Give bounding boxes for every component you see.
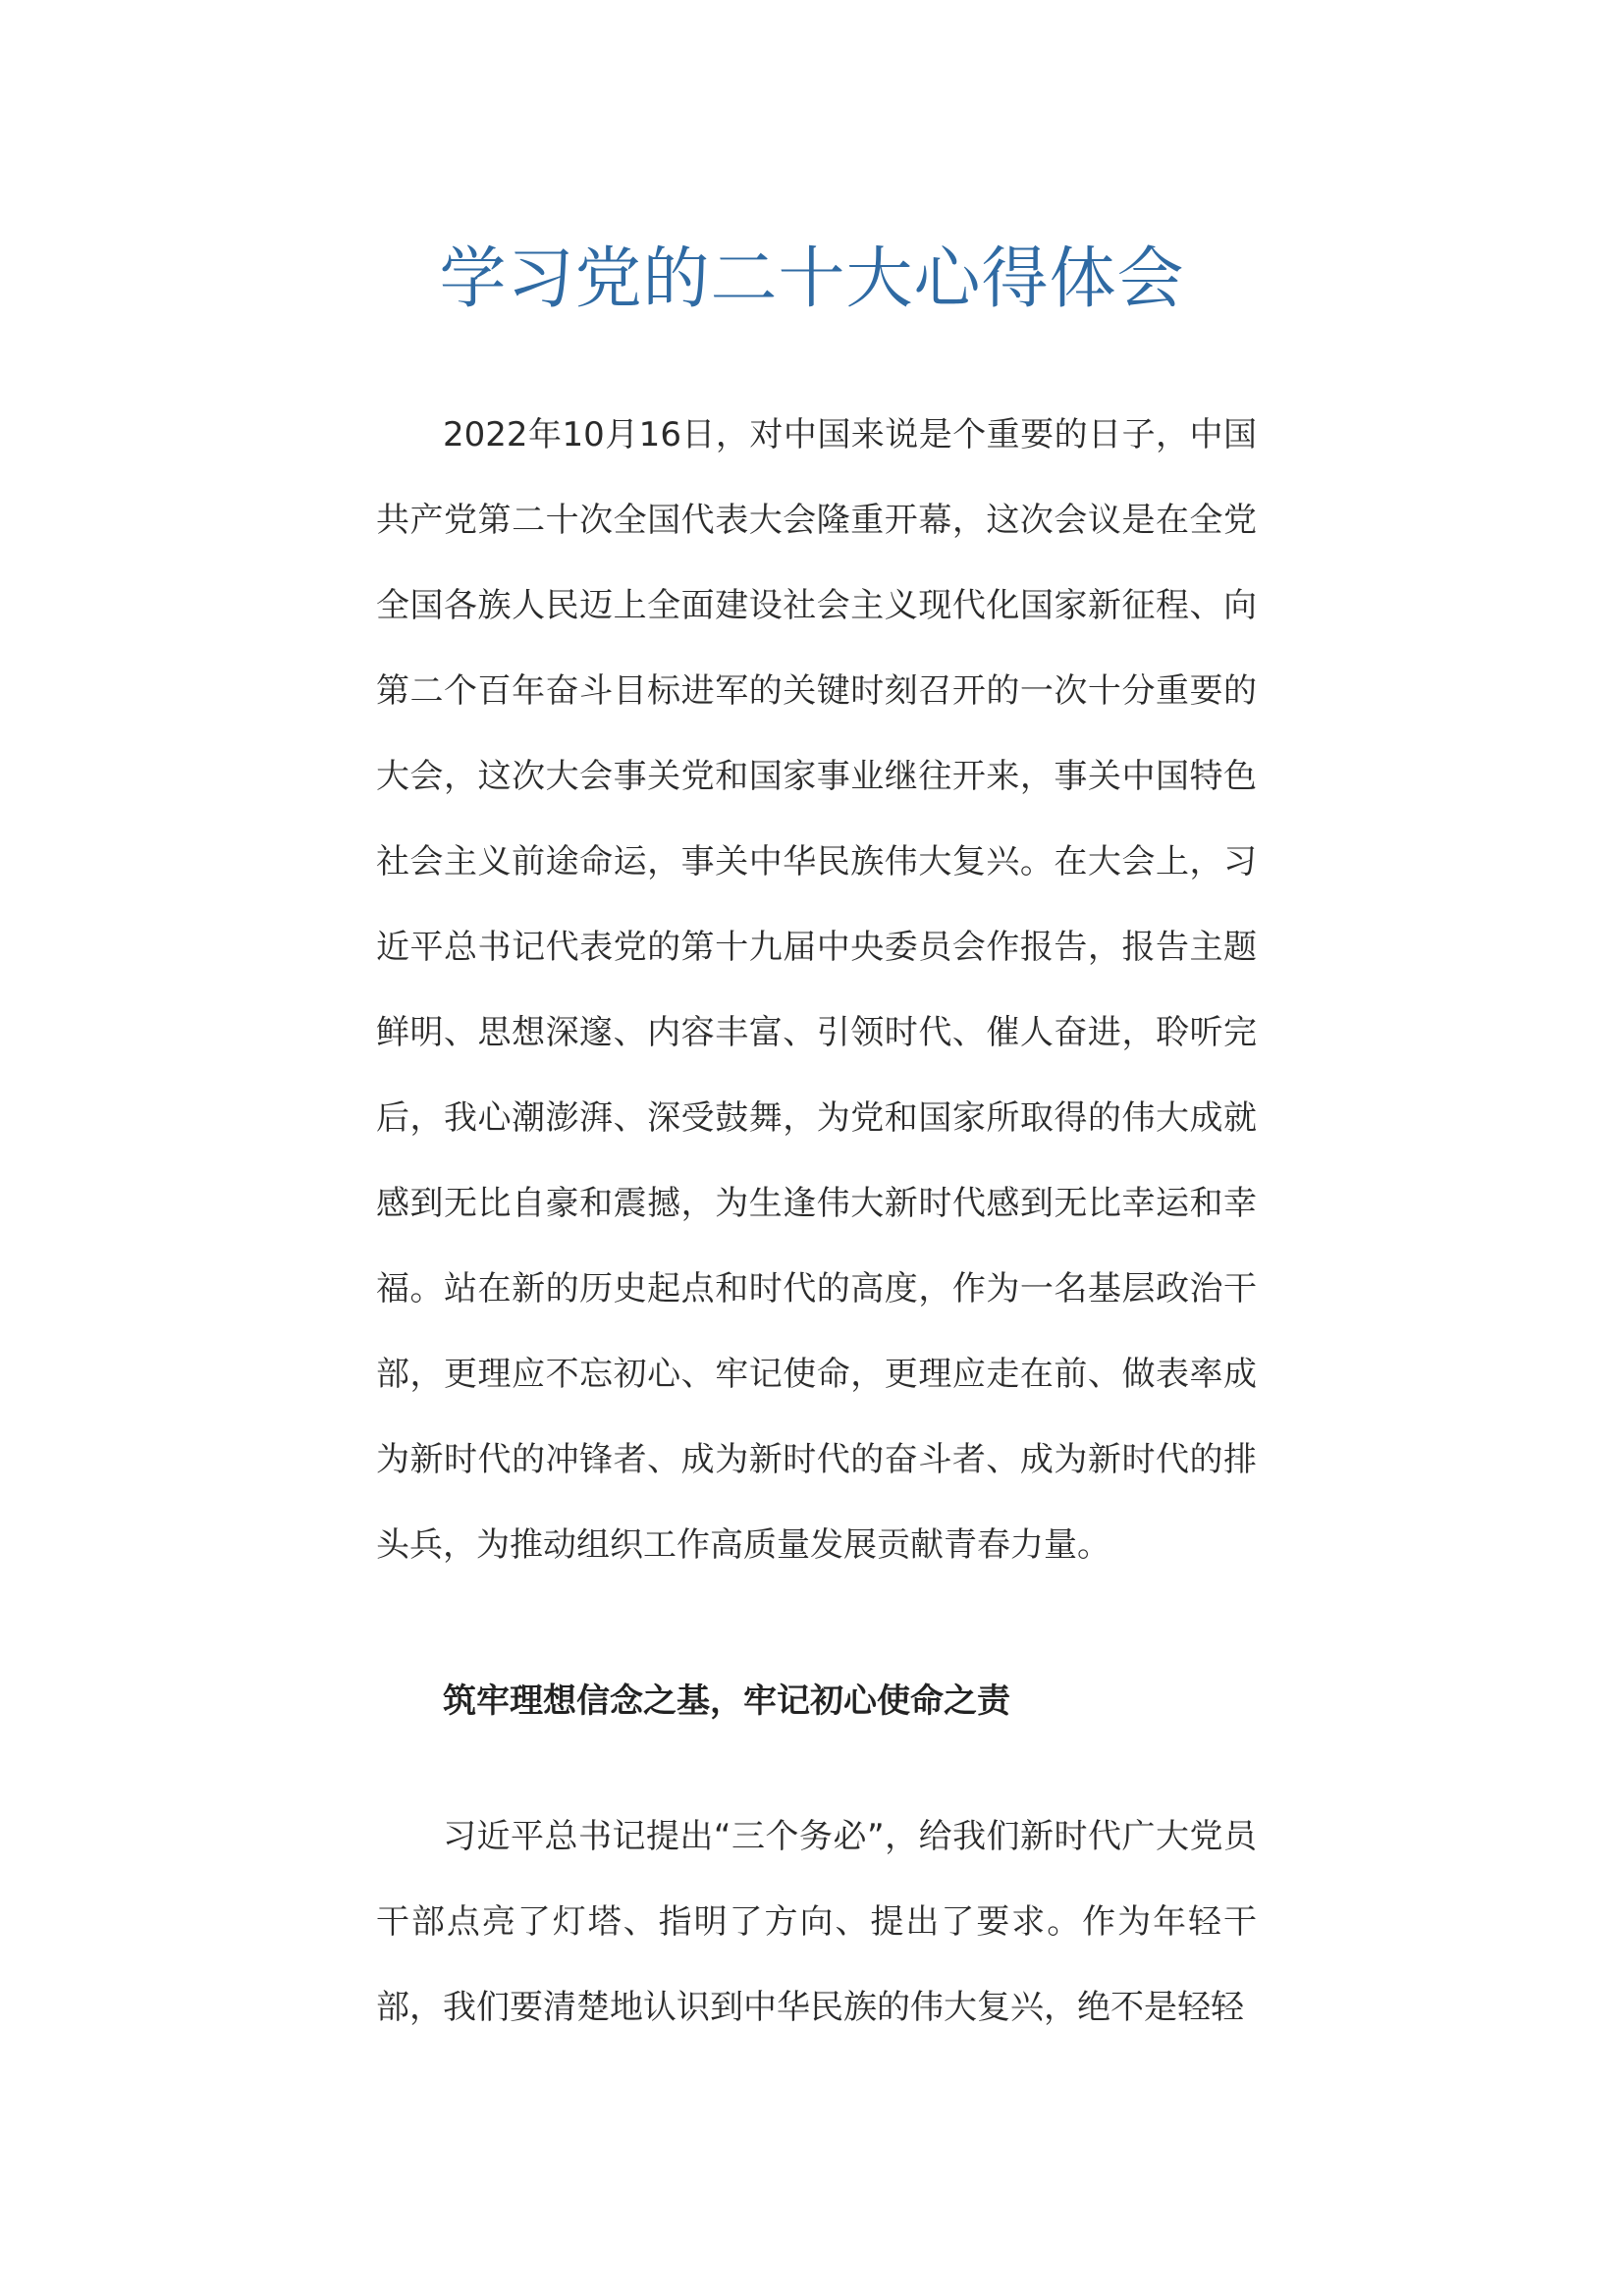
body-paragraph-1: 2022年10月16日，对中国来说是个重要的日子，中国共产党第二十次全国代表大会隆重开幕，这次会议是在全党全国各族人民迈上全面建设社会主义现代化国家新征程、向第二个百年奋斗目标进军的关键时刻召开的一次十分重要的大会，这次大会事关党和国家事业继往开来，事关中国特色社会主义前途命运，事关中华民族伟大复兴。在大会上，习近平总书记代表党的第十九届中央委员会作报告，报告主题鲜明、思想深邃、内容丰富、引领时代、催人奋进，聆听完后，我心潮澎湃、深受鼓舞，为党和国家所取得的伟大成就感到无比自豪和震撼，为生逢伟大新时代感到无比幸运和幸福。站在新的历史起点和时代的高度，作为一名基层政治干部，更理应不忘初心、牢记使命，更理应走在前、做表率成为新时代的冲锋者、成为新时代的奋斗者、成为新时代的排头兵，为推动组织工作高质量发展贡献青春力量。 <box>376 415 1257 1565</box>
section-heading: 筑牢理想信念之基，牢记初心使命之责 <box>443 1682 1010 1721</box>
body-paragraph-2: 习近平总书记提出“三个务必”，给我们新时代广大党员干部点亮了灯塔、指明了方向、提出了要求。作为年轻干部，我们要清楚地认识到中华民族的伟大复兴，绝不是轻轻 <box>376 1817 1257 2027</box>
document-title: 学习党的二十大心得体会 <box>439 240 1185 318</box>
